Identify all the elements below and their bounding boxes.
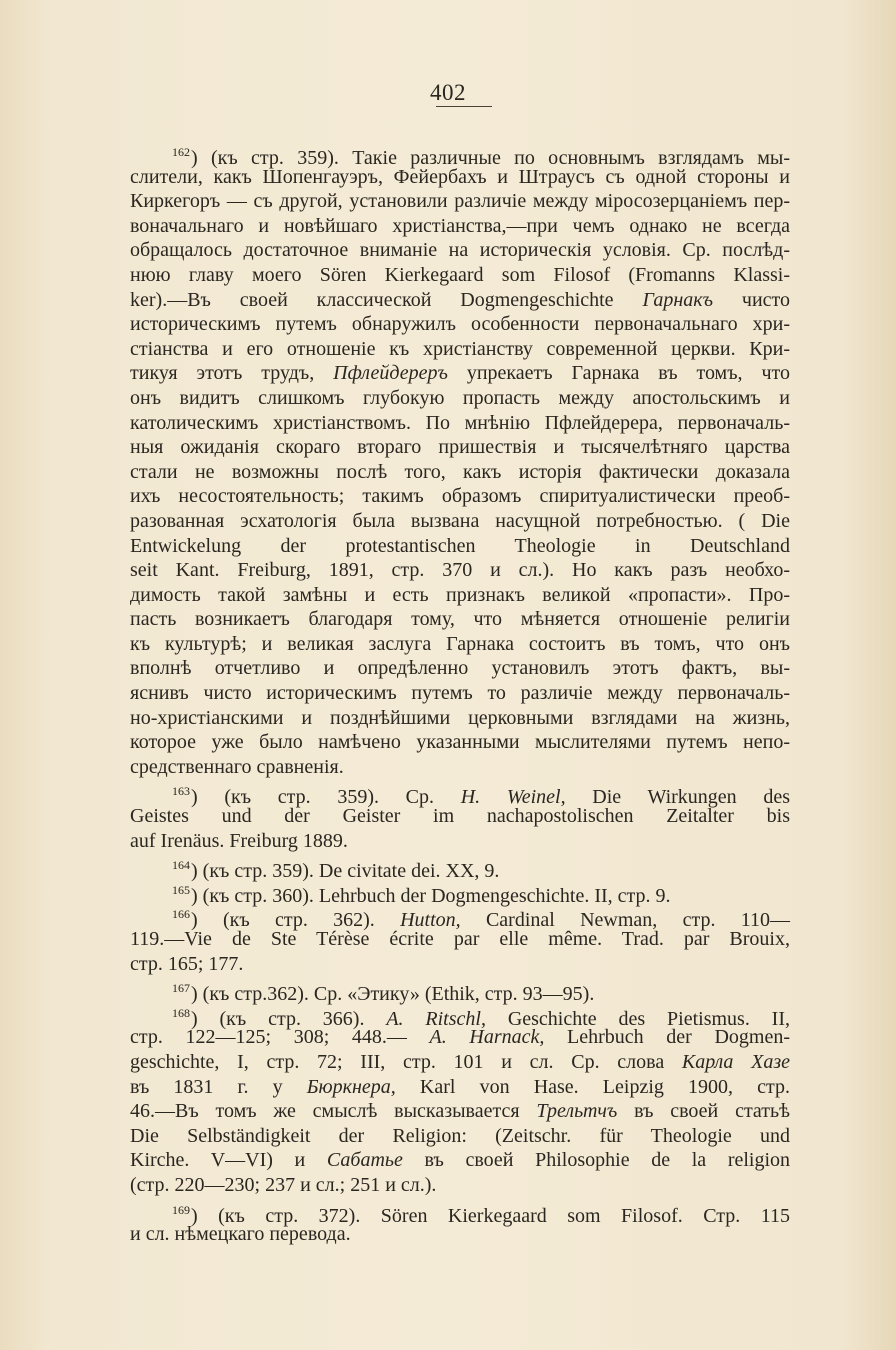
footnote-italic-name: A. Harnack,: [429, 1026, 545, 1049]
footnote-italic-name: Пфлейдереръ: [333, 362, 448, 385]
footnote-line: [130, 878, 790, 907]
footnote-text: нюю главу моего Sören Kierkegaard som Filosof (Fromanns Klassi-: [130, 263, 790, 286]
footnote-text: слители, какъ Шопенгауэръ, Фейербахъ и Штраусъ съ одной стороны и: [130, 165, 790, 188]
footnote-text: тикуя этотъ трудъ,: [130, 362, 315, 385]
footnote-line: [130, 1075, 790, 1100]
footnote-text: 46.—Въ томъ же смыслѣ высказывается: [130, 1100, 520, 1123]
footnote-line: [130, 386, 790, 411]
footnote-line: [130, 607, 790, 632]
footnote-text: ) (къ стр. 366).: [191, 1007, 365, 1030]
footnote-text: auf Irenäus. Freiburg 1889.: [130, 829, 348, 852]
footnote-italic-name: Карла Хазе: [681, 1050, 791, 1073]
footnote-italic-name: Трельтчъ: [536, 1100, 618, 1123]
footnote-text: католическимъ христіанствомъ. По мнѣнію Пфлейдерера, первоначаль-: [130, 411, 790, 434]
page-number: 402: [430, 80, 466, 105]
footnote-line: [130, 779, 791, 809]
footnote-text: Entwickelung der protestantischen Theologie in Deutschland: [130, 534, 790, 557]
footnote-text: стр. 165; 177.: [130, 952, 244, 975]
footnote-line: [130, 312, 790, 337]
footnote-line: [130, 853, 790, 883]
footnote-line: [130, 902, 790, 932]
footnote-line: [130, 361, 790, 386]
footnote-line: [130, 632, 790, 657]
footnote-text: Die Selbständigkeit der Religion: (Zeitschr. für Theologie und: [130, 1124, 790, 1147]
footnote-line: [130, 927, 790, 952]
footnote-number: 166: [172, 907, 190, 922]
footnote-text: geschichte, I, стр. 72; III, стр. 101 и сл. Ср. слова: [130, 1050, 665, 1073]
footnote-text: ныя ожиданія скораго втораго пришествія и тысячелѣтняго царства: [130, 436, 790, 459]
footnote-text: воначальнаго и новѣйшаго христіанства,—при чемъ однако не всегда: [130, 214, 790, 237]
footnote-text: Karl von Hase. Leipzig 1900, стр.: [419, 1075, 791, 1098]
footnote-text: пасть возникаетъ благодаря тому, что мѣняется отношеніе религіи: [130, 608, 790, 631]
footnote-line: [130, 1025, 790, 1050]
footnote-line: [130, 730, 790, 755]
footnote-line: [130, 804, 790, 829]
footnote-text: яснивъ чисто историческимъ путемъ то различіе между первоначаль-: [130, 682, 790, 705]
footnote-text: и сл. нѣмецкаго перевода.: [130, 1223, 351, 1246]
footnote-text: Geschichte des Pietismus. II,: [507, 1007, 791, 1030]
footnote-line: [130, 1099, 790, 1124]
footnote-text: въ своей Philosophie de la religion: [424, 1149, 791, 1172]
footnote-text: въ своей статьѣ: [634, 1100, 791, 1123]
footnote-text: 119.—Vie de Ste Térèse écrite par elle même. Trad. par Brouix,: [130, 928, 790, 950]
footnote-line: [130, 460, 790, 485]
footnote-line: [130, 829, 790, 854]
footnote-text: ) (къ стр. 360). Lehrbuch der Dogmengeschichte. II, стр. 9.: [191, 884, 671, 907]
footnote-line: [130, 189, 790, 214]
footnote-italic-name: A. Ritschl,: [386, 1007, 486, 1030]
footnote-number: 165: [172, 882, 190, 897]
footnote-line: [130, 755, 790, 780]
footnote-text: Geistes und der Geister im nachapostolischen Zeitalter bis: [130, 805, 790, 828]
footnote-line: [130, 583, 790, 608]
footnote-line: [130, 976, 790, 1006]
footnote-line: [130, 952, 790, 977]
footnote-text: средственнаго сравненія.: [130, 755, 344, 778]
footnote-text: стр. 122—125; 308; 448.—: [130, 1026, 407, 1049]
footnote-italic-name: Гарнакъ: [642, 288, 713, 311]
footnote-text: Cardinal Newman, стр. 110—: [485, 909, 790, 932]
footnote-line: [130, 1198, 790, 1227]
footnote-line: [130, 214, 790, 239]
footnote-text: ихъ несостоятельность; такимъ образомъ спиритуалистически преоб-: [130, 485, 790, 508]
footnote-line: [130, 1148, 790, 1173]
footnote-line: [130, 1050, 790, 1075]
page-number-rule: [436, 106, 492, 107]
footnote-italic-name: Бюркнера,: [306, 1075, 396, 1098]
footnote-text: (стр. 220—230; 237 и сл.; 251 и сл.).: [130, 1173, 437, 1196]
footnotes: [130, 140, 790, 1247]
footnote-line: [130, 238, 790, 263]
footnote-text: въ 1831 г. у: [130, 1075, 283, 1098]
footnote-line: [130, 656, 790, 681]
footnote-number: 169: [172, 1202, 190, 1217]
footnote-number: 168: [172, 1005, 190, 1020]
footnote-text: вполнѣ отчетливо и опредѣленно установилъ этотъ фактъ, вы-: [130, 657, 790, 680]
footnote-text: ker).—Въ своей классической Dogmengeschichte: [130, 288, 614, 311]
footnote-text: но-христіанскими и позднѣйшими церковными взглядами на жизнь,: [130, 706, 790, 729]
footnote-text: ) (къ стр. 372). Sören Kierkegaard som Filosof. Стр. 115: [191, 1204, 790, 1227]
footnote-text: seit Kant. Freiburg, 1891, стр. 370 и сл.). Но какъ разъ необхо-: [130, 559, 790, 582]
footnote-text: чисто: [741, 288, 791, 311]
footnote-italic-name: H. Weinel,: [460, 786, 566, 809]
footnote-text: Киркегоръ — съ другой, установили различіе между міросозерцаніемъ пер-: [130, 190, 790, 213]
footnote-text: стіанства и его отношеніе къ христіанству современной церкви. Кри-: [130, 337, 790, 360]
footnote-line: [130, 681, 790, 706]
footnote-number: 167: [172, 981, 190, 996]
footnote-text: которое уже было намѣчено указанными мыслителями путемъ непо-: [130, 731, 790, 754]
footnote-line: [130, 140, 790, 169]
footnote-line: [130, 509, 790, 534]
footnote-line: [130, 534, 790, 559]
footnote-line: [130, 558, 790, 583]
footnote-text: къ культурѣ; и великая заслуга Гарнака состоитъ въ томъ, что онъ: [130, 632, 790, 655]
footnote-text: ) (къ стр. 359). De civitate dei. XX, 9.: [191, 860, 500, 883]
footnote-text: Lehrbuch der Dogmen-: [567, 1026, 790, 1049]
footnote-line: [130, 706, 790, 731]
footnote-line: [130, 263, 790, 288]
footnote-line: [130, 165, 790, 190]
footnote-italic-name: Hutton,: [400, 909, 461, 932]
footnote-line: [130, 1001, 791, 1030]
footnote-number: 164: [172, 858, 190, 873]
footnote-text: историческимъ путемъ обнаружилъ особенности первоначальнаго хри-: [130, 313, 790, 336]
footnote-line: [130, 411, 790, 436]
footnote-text: димость такой замѣны и есть признакъ великой «пропасти». Про-: [130, 583, 790, 606]
footnote-text: ) (къ стр. 359). Такіе различные по основнымъ взглядамъ мы-: [191, 147, 790, 169]
footnote-text: разованная эсхатологія была вызвана насущной потребностью. ( Die: [130, 509, 790, 532]
footnote-text: Kirche. V—VI) и: [130, 1149, 306, 1172]
footnote-text: ) (къ стр. 362).: [191, 909, 375, 932]
footnote-line: [130, 337, 790, 362]
footnote-italic-name: Сабатье: [326, 1149, 403, 1172]
footnote-number: 162: [172, 145, 190, 159]
footnote-text: ) (къ стр.362). Ср. «Этику» (Ethik, стр. 93—95).: [191, 983, 595, 1006]
footnote-line: [130, 1173, 790, 1198]
footnote-text: обращалось достаточное вниманіе на историческія условія. Ср. послѣд-: [130, 239, 790, 262]
footnote-line: [130, 435, 790, 460]
footnote-text: стали не возможны послѣ того, какъ исторія фактически доказала: [130, 460, 790, 483]
footnote-text: упрекаетъ Гарнака въ томъ, что: [466, 362, 790, 385]
footnote-text: онъ видитъ слишкомъ глубокую пропасть между апостольскимъ и: [130, 386, 790, 409]
footnote-line: [130, 288, 790, 313]
footnote-line: [130, 484, 790, 509]
footnote-number: 163: [172, 784, 190, 799]
footnote-line: [130, 1124, 790, 1149]
footnote-text: Die Wirkungen des: [592, 786, 791, 809]
footnote-text: ) (къ стр. 359). Ср.: [191, 786, 435, 809]
